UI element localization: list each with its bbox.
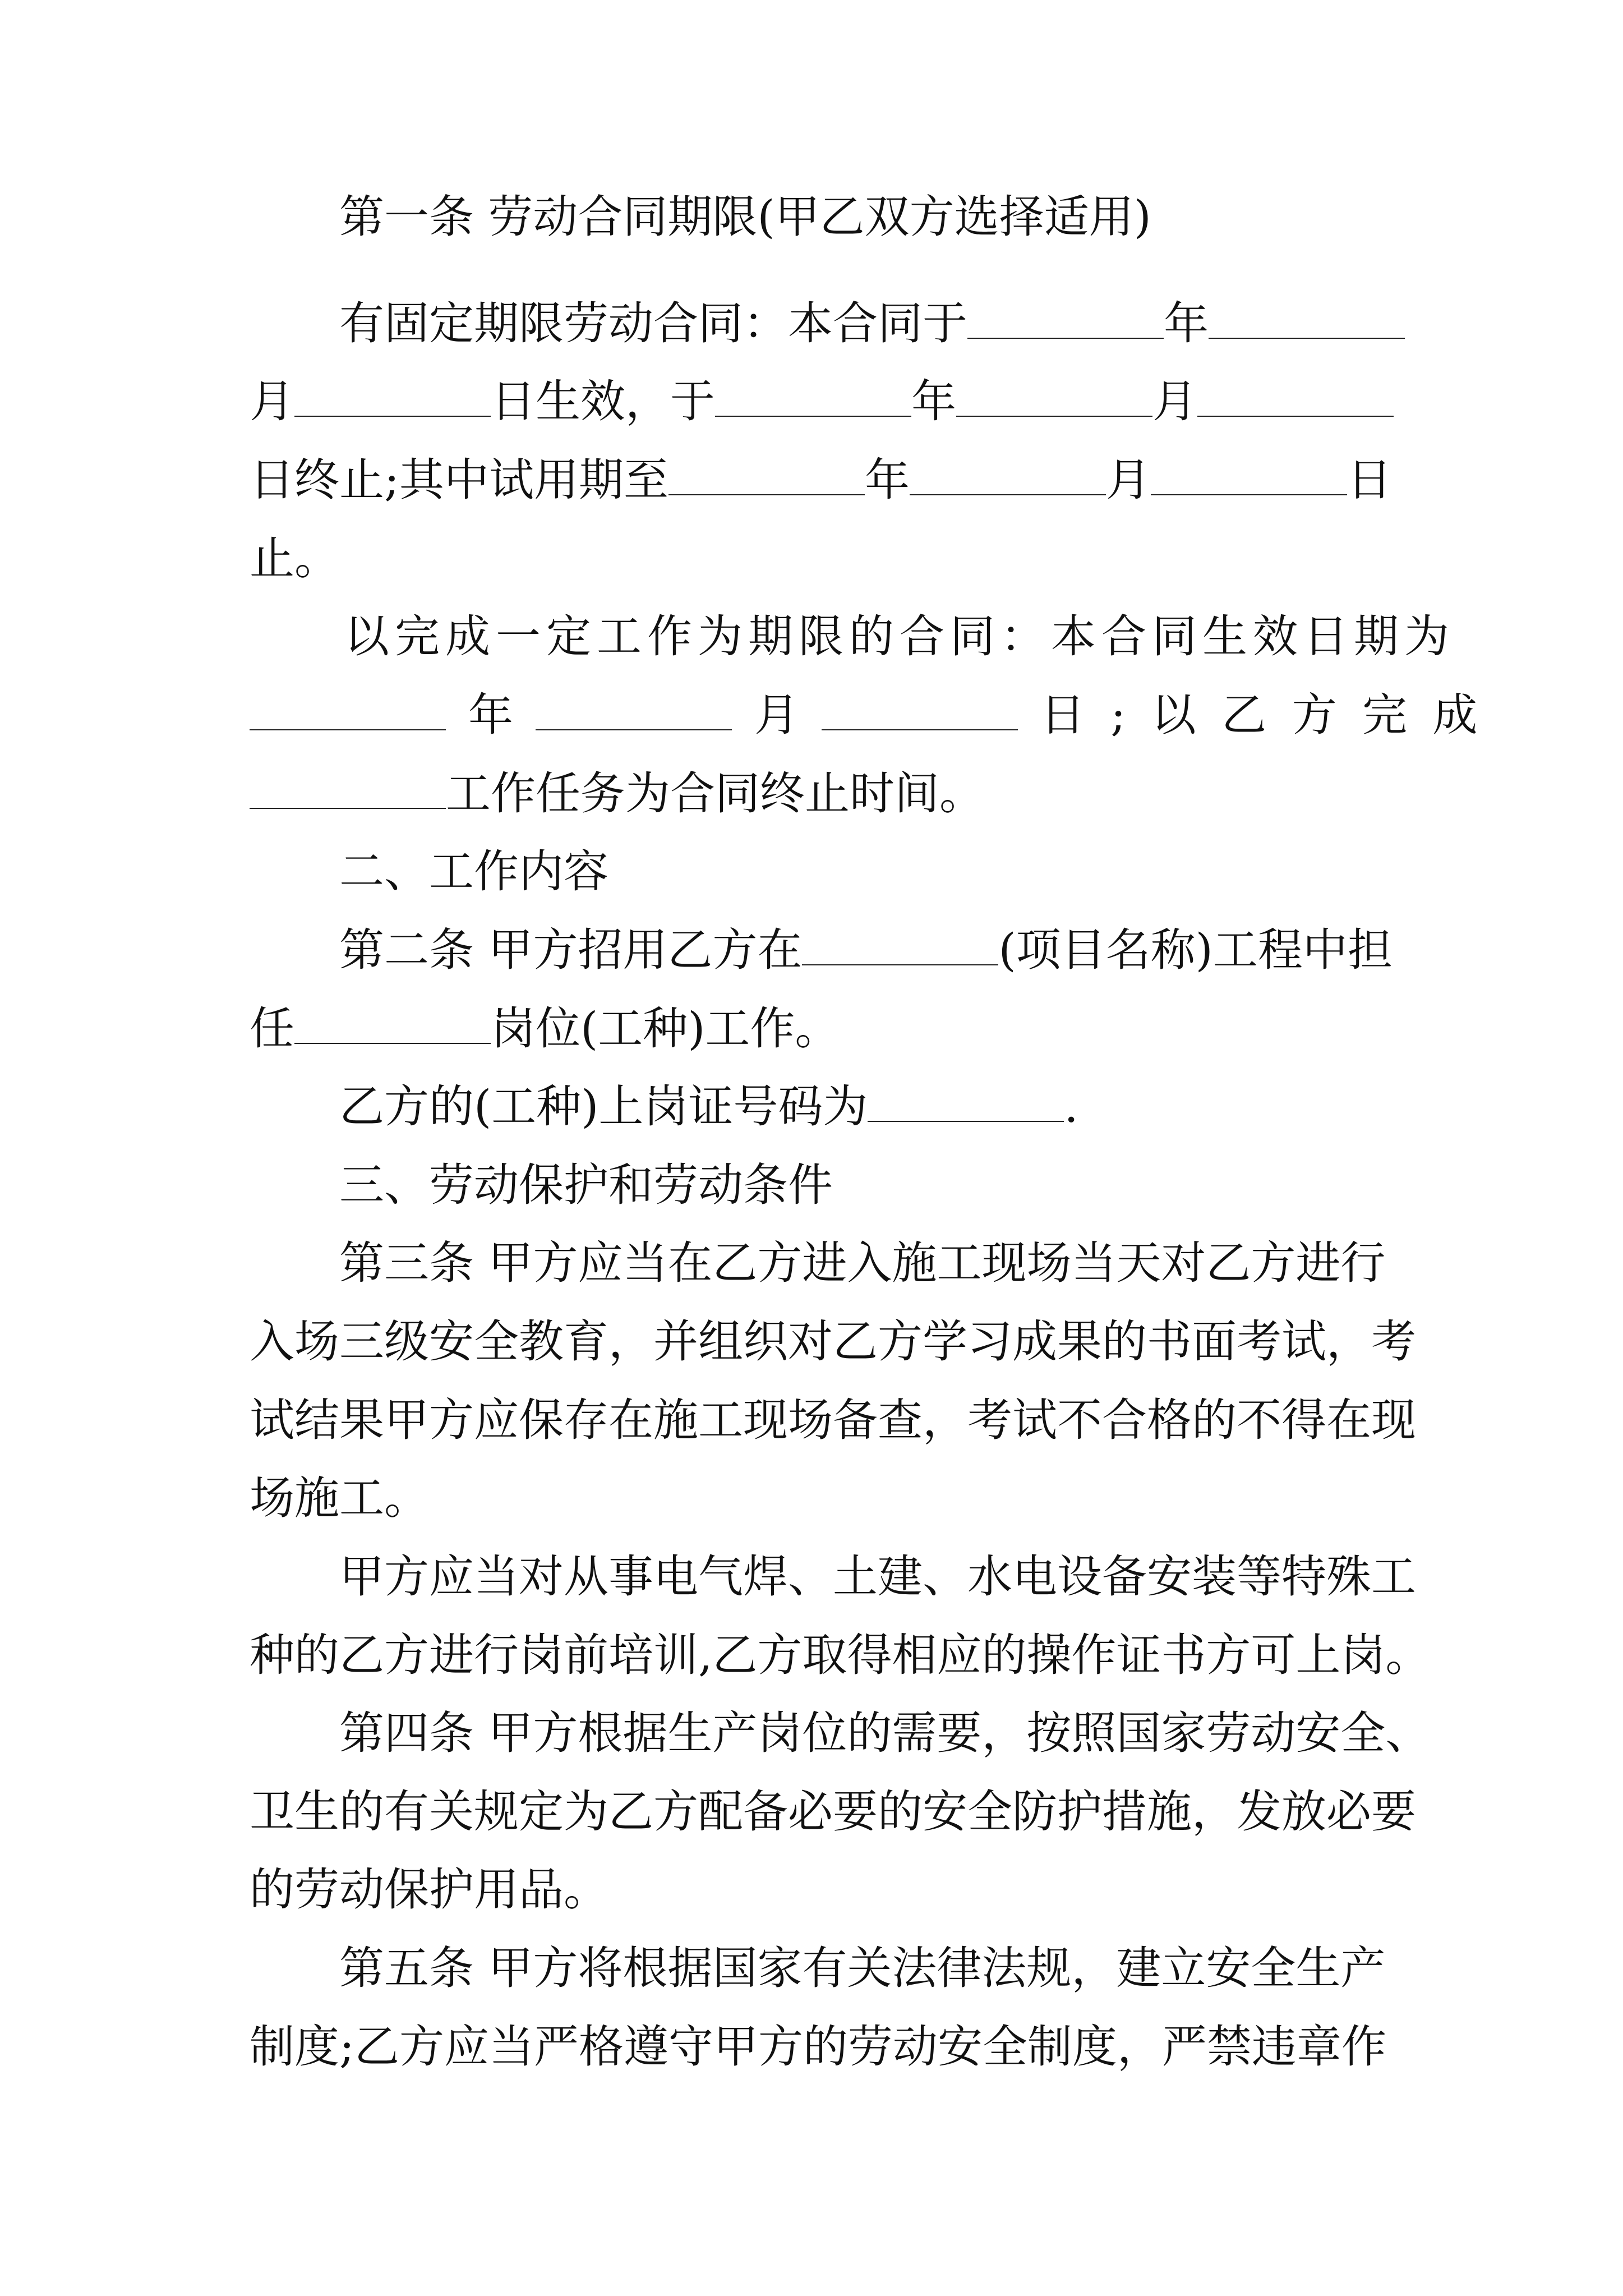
- text: 第三条 甲方应当在乙方进入施工现场当天对乙方进行: [339, 1237, 1386, 1289]
- text: 日 ; 以 乙 方 完 成: [1040, 689, 1483, 741]
- clause-2-line-2: [250, 1001, 840, 1057]
- blank-field[interactable]: [668, 455, 865, 495]
- clause-4-line-2: [250, 1784, 1416, 1840]
- text: 第五条 甲方将根据国家有关法律法规，建立安全生产: [339, 1942, 1386, 1994]
- clause-3-line-3: [250, 1392, 1416, 1448]
- clause-3-para-2-line-1: [339, 1549, 1416, 1605]
- text: 第四条 甲方根据生产岗位的需要，按照国家劳动安全、: [339, 1707, 1431, 1759]
- text: 止。: [250, 532, 339, 585]
- text: 月: [1105, 454, 1151, 506]
- blank-field[interactable]: [250, 690, 446, 730]
- text: 第二条 甲方招用乙方在: [339, 924, 803, 976]
- blank-field[interactable]: [802, 925, 998, 965]
- text: 年: [1164, 297, 1209, 349]
- text: 三、劳动保护和劳动条件: [339, 1159, 833, 1211]
- text: 日: [1347, 454, 1392, 506]
- text: 任: [250, 1002, 294, 1055]
- text: 工作任务为合同终止时间。: [446, 767, 984, 820]
- section-2-heading: [339, 844, 608, 900]
- blank-field[interactable]: [294, 1004, 491, 1044]
- text: 月: [1152, 375, 1197, 427]
- text: 甲方应当对从事电气焊、土建、水电设备安装等特殊工: [339, 1550, 1416, 1603]
- clause-5-line-2: [250, 2019, 1386, 2075]
- text: 日生效，于: [491, 375, 715, 427]
- text: 月: [754, 689, 799, 741]
- text: 年: [864, 454, 910, 506]
- clause-3-line-2: [250, 1314, 1416, 1370]
- clause-5-line-1: [339, 1940, 1385, 1996]
- fixed-term-line-3: [250, 452, 1392, 508]
- text: 月: [250, 375, 294, 427]
- text: .: [1064, 1080, 1078, 1133]
- blank-field[interactable]: [1209, 298, 1405, 339]
- blank-field[interactable]: [294, 376, 491, 417]
- fixed-term-line-4: [250, 531, 339, 587]
- clause-3-line-1: [339, 1235, 1385, 1291]
- task-term-line-1: [344, 609, 1455, 665]
- blank-field[interactable]: [967, 298, 1164, 339]
- clause-2-line-1: [339, 922, 1393, 978]
- text: 有固定期限劳动合同：本合同于: [339, 297, 967, 349]
- clause-3-para-2-line-2: [250, 1627, 1430, 1683]
- fixed-term-line-2: [250, 374, 1394, 430]
- clause-4-line-3: [250, 1862, 608, 1918]
- blank-field[interactable]: [956, 376, 1152, 417]
- blank-field[interactable]: [1197, 376, 1394, 417]
- text: 日终止;其中试用期至: [250, 454, 668, 506]
- text: (项目名称)工程中担: [998, 924, 1393, 976]
- clause-4-line-1: [339, 1705, 1430, 1761]
- text: 第一条 劳动合同期限(甲乙双方选择适用): [339, 191, 1151, 243]
- blank-field[interactable]: [536, 690, 732, 730]
- text: 制度;乙方应当严格遵守甲方的劳动安全制度，严禁违章作: [250, 2021, 1386, 2073]
- task-term-line-3: [250, 766, 984, 822]
- task-term-line-2: [250, 687, 1483, 743]
- blank-field[interactable]: [1151, 455, 1347, 495]
- clause-2-line-3: [339, 1079, 1078, 1135]
- text: 以完成一定工作为期限的合同：本合同生效日期为: [344, 610, 1455, 662]
- clause-3-line-4: [250, 1470, 429, 1526]
- text: 入场三级安全教育，并组织对乙方学习成果的书面考试，考: [250, 1315, 1416, 1368]
- blank-field[interactable]: [910, 455, 1106, 495]
- blank-field[interactable]: [715, 376, 911, 417]
- text: 试结果甲方应保存在施工现场备查，考试不合格的不得在现: [250, 1394, 1416, 1446]
- text: 种的乙方进行岗前培训,乙方取得相应的操作证书方可上岗。: [250, 1629, 1431, 1681]
- clause-1-title: [339, 189, 1151, 245]
- text: 卫生的有关规定为乙方配备必要的安全防护措施，发放必要: [250, 1786, 1416, 1838]
- text: 年: [911, 375, 956, 427]
- text: 岗位(工种)工作。: [491, 1002, 840, 1055]
- text: 二、工作内容: [339, 845, 608, 898]
- text: 年: [468, 689, 513, 741]
- fixed-term-line-1: [339, 296, 1405, 352]
- blank-field[interactable]: [250, 769, 446, 809]
- blank-field[interactable]: [822, 690, 1018, 730]
- blank-field[interactable]: [868, 1082, 1064, 1122]
- text: 的劳动保护用品。: [250, 1864, 608, 1916]
- text: 乙方的(工种)上岗证号码为: [339, 1080, 868, 1133]
- text: 场施工。: [250, 1472, 429, 1524]
- section-3-heading: [339, 1157, 833, 1213]
